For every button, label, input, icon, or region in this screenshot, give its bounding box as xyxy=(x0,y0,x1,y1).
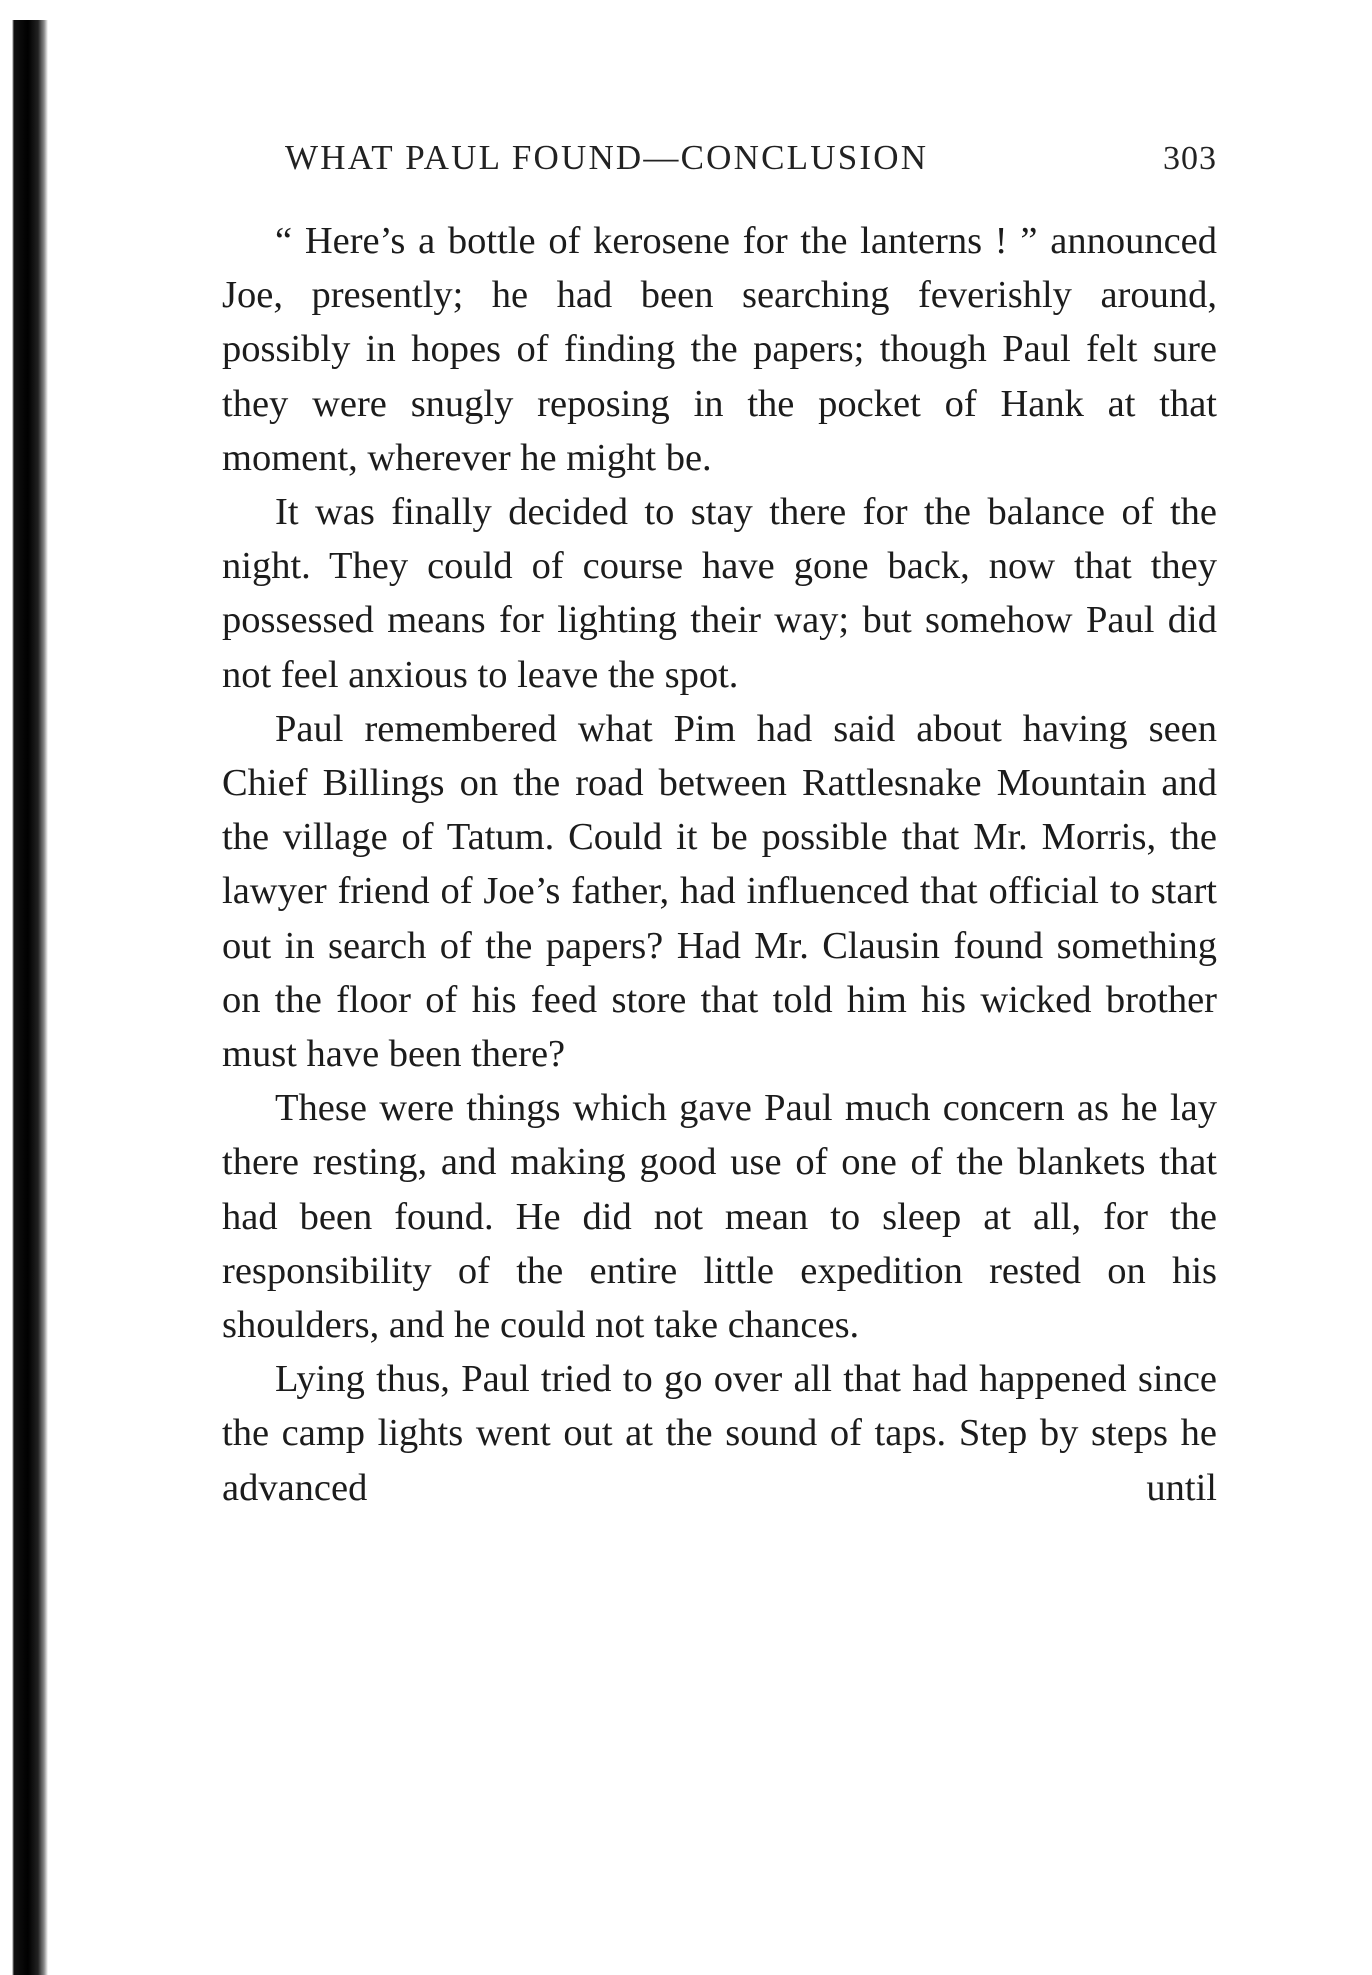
paragraph: These were things which gave Paul much concern as he lay there resting, and making good use of one of the blankets that had been found. He did not mean to sleep at all, for the responsibility of the entire little expedition rested on his shoulders, and he could not take chances. xyxy=(222,1087,1217,1347)
paragraph: It was finally decided to stay there for the balance of the night. They could of course have gone back, now that they possessed means for lighting their way; but somehow Paul did not feel anxious to leave the spot. xyxy=(222,491,1217,696)
paragraph: “ Here’s a bottle of kerosene for the lanterns ! ” announced Joe, presently; he had been searching feverishly around, possibly in hopes of finding the papers; though Paul felt sure they were snugly reposing in the pocket of Hank at that moment, wherever he might be. xyxy=(222,220,1217,479)
binding-shadow xyxy=(8,20,48,1975)
page-number: 303 xyxy=(1163,140,1217,177)
running-title: WHAT PAUL FOUND—CONCLUSION xyxy=(285,138,929,177)
body-text xyxy=(222,214,1217,1515)
page-binding-edge xyxy=(0,0,60,1975)
paragraph: Lying thus, Paul tried to go over all that had happened since the camp lights went out at the sound of taps. Step by steps he advanced until xyxy=(222,1358,1217,1509)
paragraph: Paul remembered what Pim had said about having seen Chief Billings on the road between Rattlesnake Mountain and the village of Tatum. Could it be possible that Mr. Morris, the lawyer friend of Joe’s father, had influenced that official to start out in search of the papers? Had Mr. Clausin found something on the floor of his feed store that told him his wicked brother must have been there? xyxy=(222,707,1217,1076)
running-header xyxy=(285,138,1217,182)
